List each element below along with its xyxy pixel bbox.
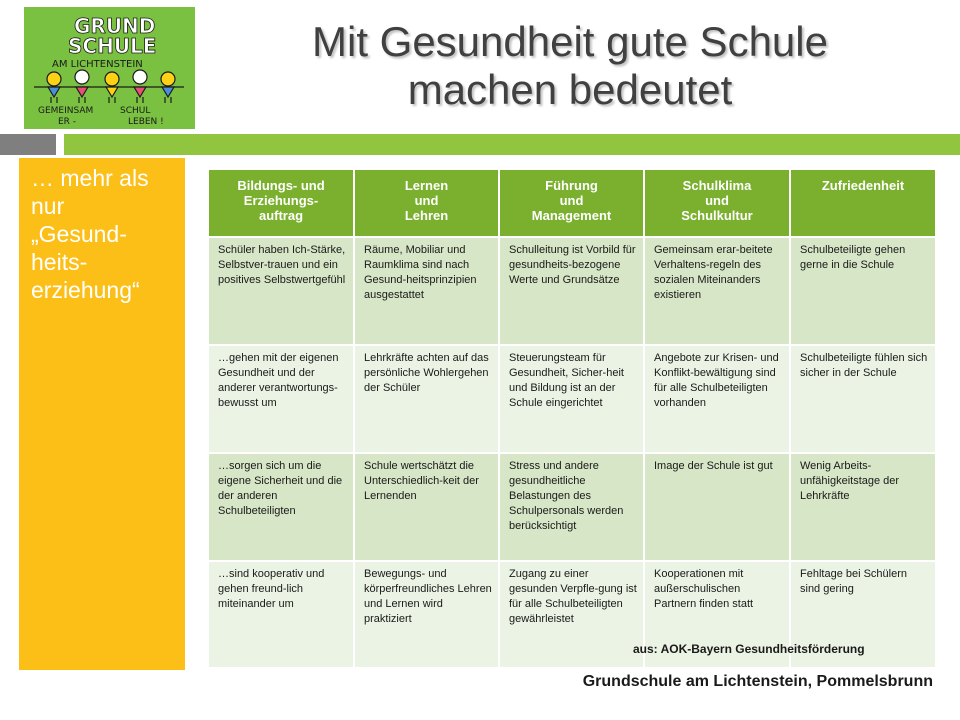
table-cell: …sorgen sich um die eigene Sicherheit und die der anderen Schulbeteiligten [209, 453, 354, 561]
table-cell: Schulbeteiligte gehen gerne in die Schule [790, 237, 935, 345]
slide-title-line2: machen bedeutet [407, 66, 733, 113]
source-credit: aus: AOK-Bayern Gesundheitsförderung [633, 642, 865, 656]
column-header-zufriedenheit: Zufriedenheit [790, 170, 935, 237]
column-header-schulklima: Schulklima und Schulkultur [644, 170, 790, 237]
sidebar-text [31, 164, 177, 304]
table-cell: Schüler haben Ich-Stärke, Selbstver-trauen und ein positives Selbstwertgefühl [209, 237, 354, 345]
sidebar-line: „Gesund- [31, 221, 127, 247]
table-cell: Fehltage bei Schülern sind gering [790, 561, 935, 667]
column-header-fuehrung: Führung und Management [499, 170, 644, 237]
footer-school-name: Grundschule am Lichtenstein, Pommelsbrunn [582, 673, 933, 690]
table-cell: Wenig Arbeits-unfähigkeitstage der Lehrkräfte [790, 453, 935, 561]
table-cell: Schule wertschätzt die Unterschiedlich-keit der Lernenden [354, 453, 499, 561]
table-cell: Bewegungs- und körperfreundliches Lehren und Lernen wird praktiziert [354, 561, 499, 667]
slide-title-line1: Mit Gesundheit gute Schule [312, 18, 828, 65]
slide-title [210, 18, 930, 114]
table-cell: Schulbeteiligte fühlen sich sicher in der Schule [790, 345, 935, 453]
sidebar-line: heits- [31, 249, 88, 275]
table-cell: Schulleitung ist Vorbild für gesundheits-bezogene Werte und Grundsätze [499, 237, 644, 345]
table-row [209, 345, 935, 453]
children-figures-icon [34, 70, 184, 103]
column-header-lernen: Lernen und Lehren [354, 170, 499, 237]
logo-motto-right: SCHUL [120, 106, 151, 116]
table-cell: Lehrkräfte achten auf das persönliche Wohlergehen der Schüler [354, 345, 499, 453]
table-cell: Steuerungsteam für Gesundheit, Sicher-heit und Bildung ist an der Schule eingerichtet [499, 345, 644, 453]
table-cell: Räume, Mobiliar und Raumklima sind nach Gesund-heitsprinzipien ausgestattet [354, 237, 499, 345]
sidebar-line: nur [31, 193, 65, 219]
decorative-bar-gray [0, 134, 56, 155]
table-header-row [209, 170, 935, 237]
table-cell: Zugang zu einer gesunden Verpfle-gung ist für alle Schulbeteiligten gewährleistet [499, 561, 644, 667]
sidebar-line: … mehr als [31, 165, 149, 191]
school-logo [24, 7, 195, 129]
table-cell: Image der Schule ist gut [644, 453, 790, 561]
logo-motto-left: GEMEINSAM [38, 106, 94, 116]
table-cell: …gehen mit der eigenen Gesundheit und der anderer verantwortungs-bewusst um [209, 345, 354, 453]
table-cell: Angebote zur Krisen- und Konflikt-bewältigung sind für alle Schulbeteiligten vorhanden [644, 345, 790, 453]
table-row [209, 237, 935, 345]
table-row [209, 453, 935, 561]
sidebar-line: erziehung“ [31, 277, 140, 303]
sidebar-panel [19, 158, 185, 670]
logo-text-grund: GRUND [74, 14, 156, 38]
logo-motto-right2: LEBEN ! [128, 117, 164, 127]
logo-text-location: AM LICHTENSTEIN [52, 59, 143, 70]
school-logo-graphic [24, 7, 195, 129]
health-matrix-table [209, 170, 935, 667]
table-cell: Kooperationen mit außerschulischen Partnern finden statt [644, 561, 790, 667]
decorative-bar-green [64, 134, 960, 155]
logo-text-schule: SCHULE [68, 34, 157, 58]
table-cell: Stress und andere gesundheitliche Belastungen des Schulpersonals werden berücksichtigt [499, 453, 644, 561]
logo-motto-left2: ER - [58, 117, 77, 127]
table-cell: …sind kooperativ und gehen freund-lich miteinander um [209, 561, 354, 667]
table-cell: Gemeinsam erar-beitete Verhaltens-regeln des sozialen Miteinanders existieren [644, 237, 790, 345]
column-header-bildung: Bildungs- und Erziehungs- auftrag [209, 170, 354, 237]
